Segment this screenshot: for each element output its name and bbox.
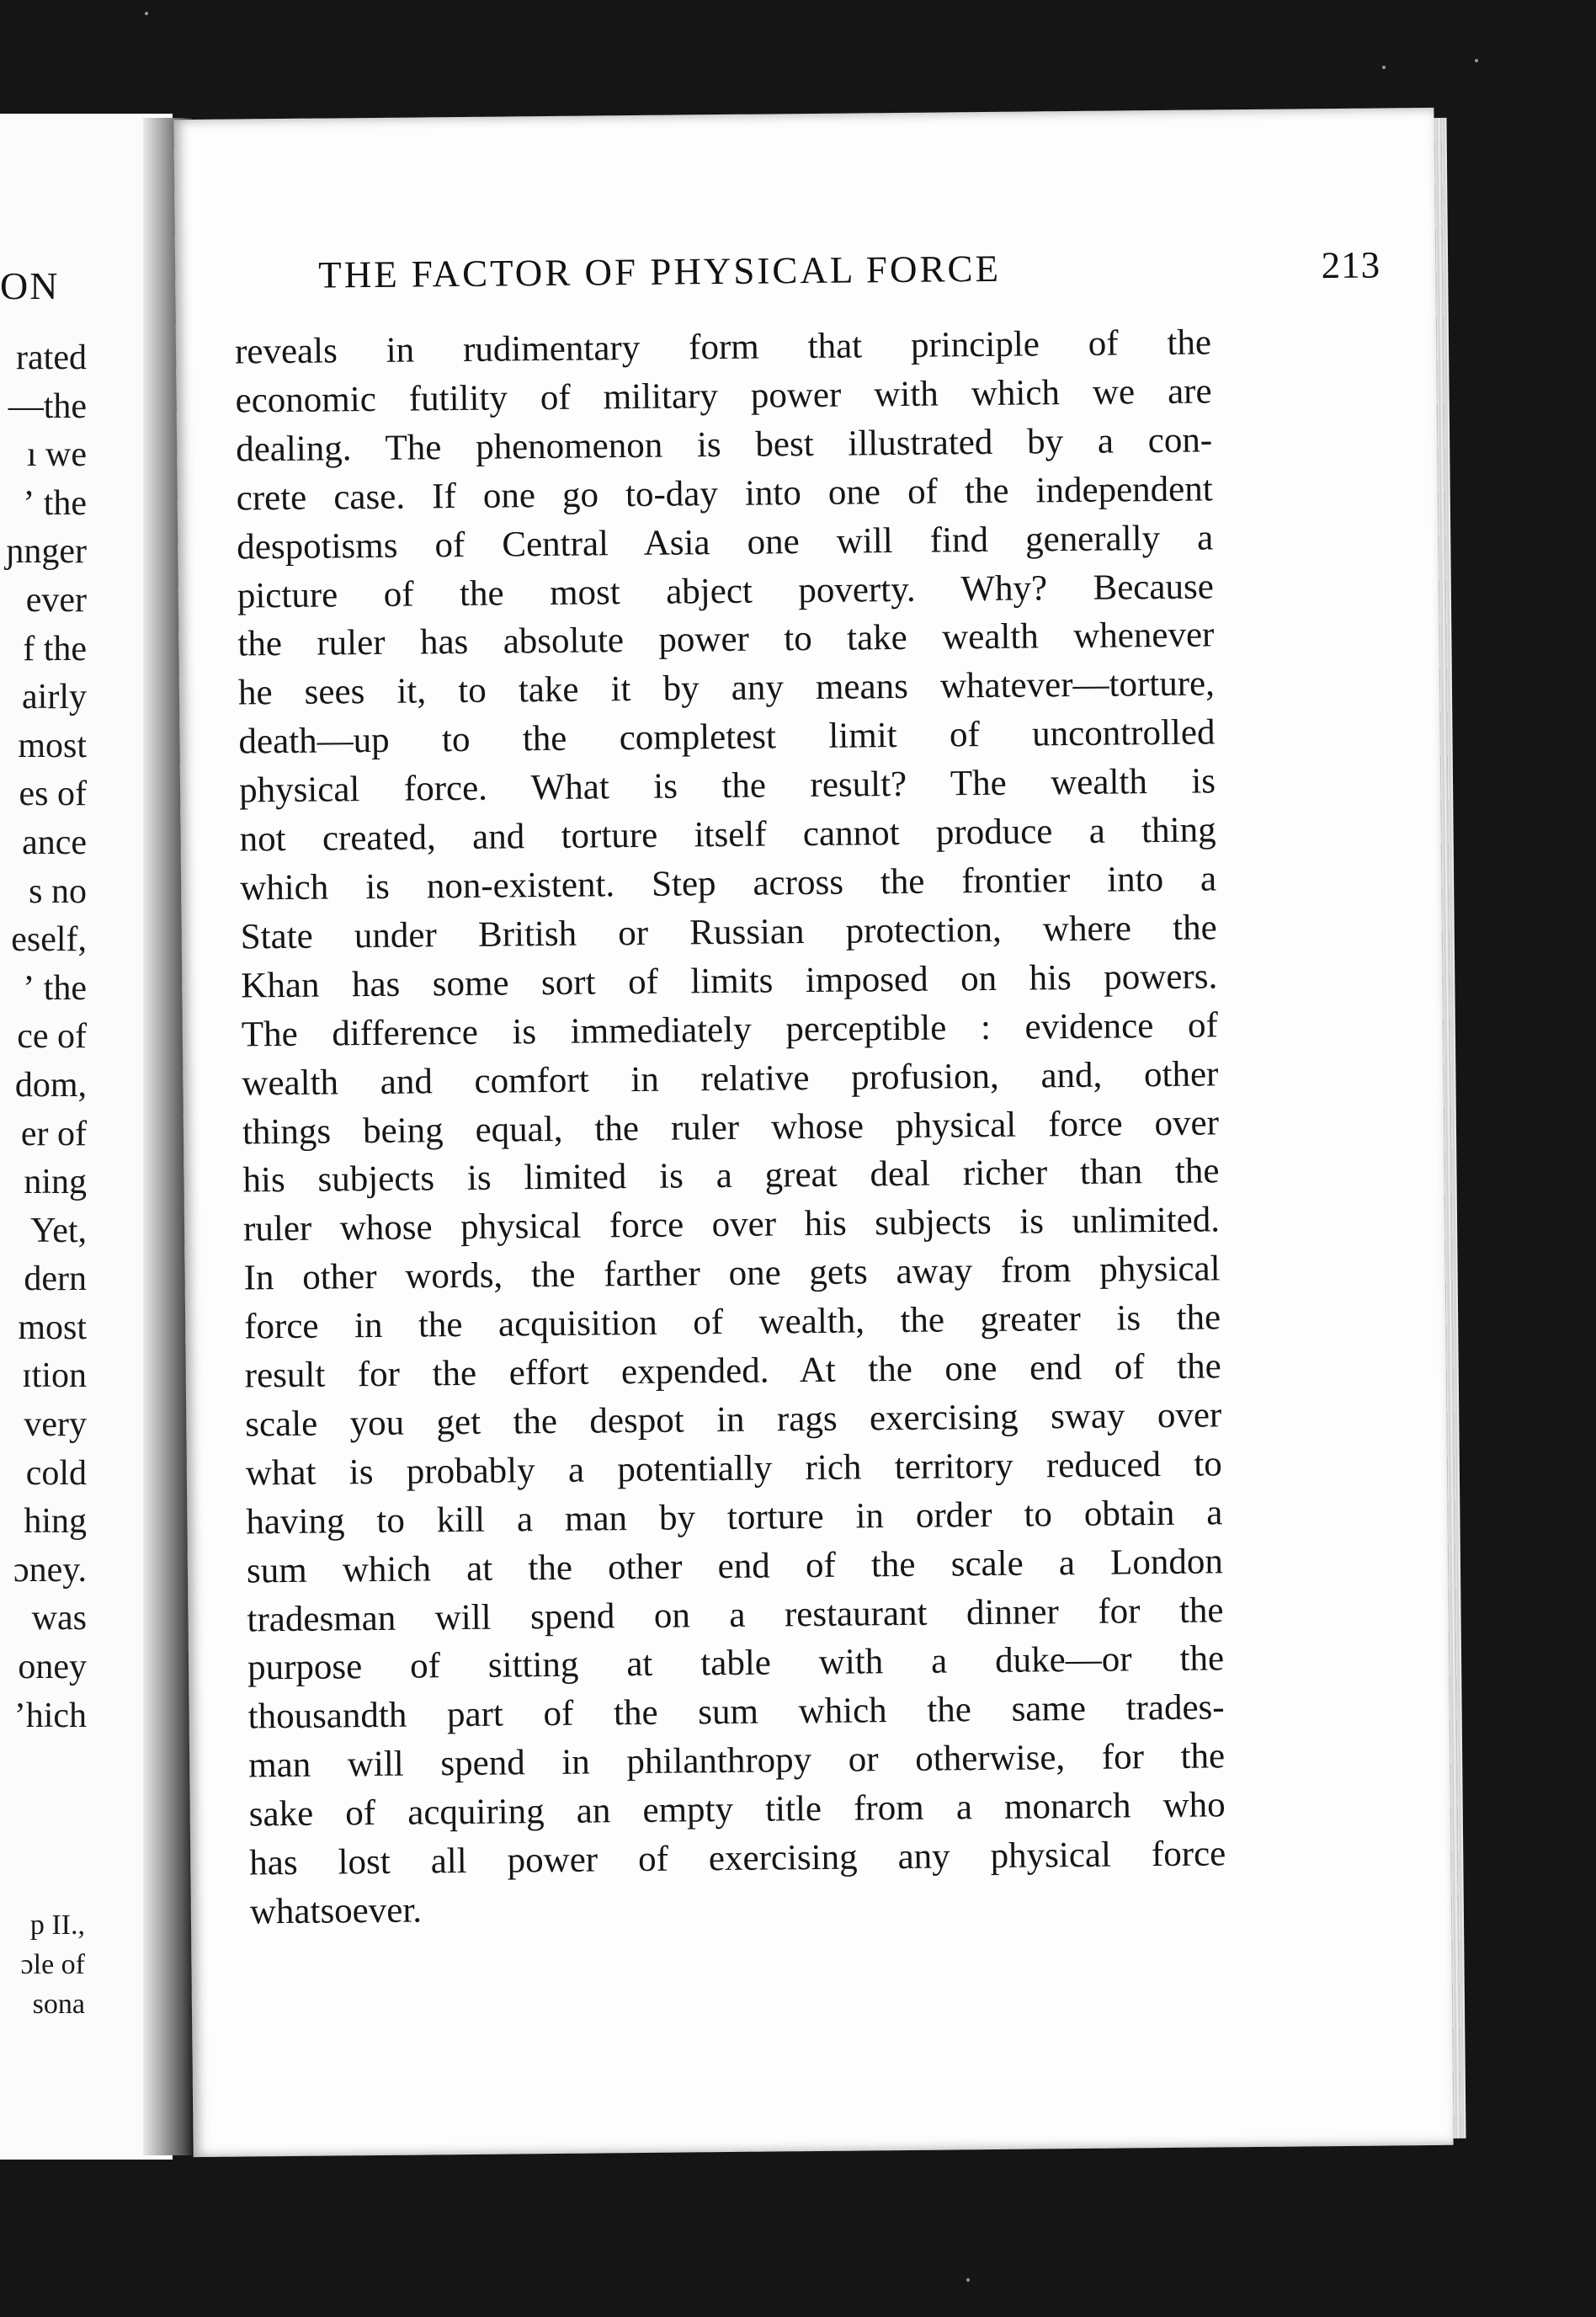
text-line: tradesman will spend on a restaurant dinner for the — [247, 1590, 1224, 1640]
page-number: 213 — [1321, 243, 1381, 287]
previous-page-line: airly — [22, 678, 87, 717]
previous-page-line: cold — [25, 1453, 87, 1493]
previous-page-line: f the — [23, 629, 87, 668]
text-line: not created, and torture itself cannot produce a thing — [239, 810, 1216, 860]
previous-page-line: ɪtion — [21, 1356, 87, 1396]
text-line: things being equal, the ruler whose physical force over — [242, 1102, 1220, 1153]
text-line: crete case. If one go to-day into one of the independent — [236, 469, 1213, 519]
text-line: scale you get the despot in rags exercising sway over — [245, 1395, 1222, 1445]
previous-page-footnote-line: sona — [32, 1989, 85, 2020]
text-line: ruler whose physical force over his subjects is unlimited. — [242, 1200, 1221, 1249]
previous-page-line: es of — [19, 775, 87, 814]
previous-page-text-fragments — [6, 334, 87, 1740]
previous-page-line: ce of — [17, 1017, 87, 1057]
running-head-title: THE FACTOR OF PHYSICAL FORCE — [317, 247, 1002, 296]
text-line: has lost all power of exercising any physical force — [249, 1834, 1226, 1883]
previous-page-line: ɲnger — [6, 532, 87, 572]
text-line: sake of acquiring an empty title from a monarch who — [248, 1785, 1226, 1835]
previous-page-line: ı we — [26, 435, 87, 475]
previous-page-line: —the — [8, 386, 87, 426]
text-line: wealth and comfort in relative profusion, and, other — [242, 1053, 1219, 1104]
text-line-final: whatsoever. — [249, 1890, 423, 1932]
previous-page-line: very — [24, 1405, 87, 1445]
running-head — [318, 242, 1381, 296]
text-line: having to kill a man by torture in order to obtain a — [246, 1493, 1223, 1542]
previous-page-line: s no — [29, 871, 87, 911]
text-line: reveals in rudimentary form that principle of the — [234, 322, 1212, 372]
dust-speck — [145, 12, 148, 15]
previous-page-footnote-fragments — [21, 1905, 85, 2024]
previous-page-line: dom, — [14, 1065, 87, 1105]
text-line: State under British or Russian protection, where the — [240, 908, 1217, 957]
text-line: physical force. What is the result? The wealth is — [238, 761, 1216, 811]
text-line: Khan has some sort of limits imposed on his powers. — [241, 956, 1218, 1006]
text-line: which is non-existent. Step across the frontier into a — [239, 859, 1217, 908]
dust-speck — [966, 2278, 970, 2282]
text-line: force in the acquisition of wealth, the greater is the — [243, 1297, 1221, 1347]
text-line: the ruler has absolute power to take wealth whenever — [237, 615, 1215, 664]
text-line: thousandth part of the sum which the same trades- — [247, 1687, 1225, 1737]
text-line: In other words, the farther one gets away from physical — [243, 1249, 1221, 1298]
previous-page-line: dern — [24, 1260, 87, 1299]
text-line: he sees it, to take it by any means whatever—torture, — [237, 663, 1216, 713]
previous-page-line: oney — [18, 1648, 87, 1687]
previous-page-line: rated — [16, 338, 87, 377]
text-line: sum which at the other end of the scale a London — [246, 1542, 1224, 1591]
text-line: result for the effort expended. At the one end of the — [244, 1346, 1221, 1396]
previous-page-line: hing — [24, 1502, 87, 1542]
text-line: his subjects is limited is a great deal richer than the — [242, 1151, 1220, 1201]
previous-page-line: was — [31, 1599, 87, 1638]
previous-page-footnote-line: ɔle of — [20, 1949, 85, 1980]
previous-page-line: ʼhich — [13, 1696, 87, 1735]
text-line: death—up to the completest limit of uncontrolled — [238, 712, 1216, 762]
text-line: what is probably a potentially rich territory reduced to — [245, 1444, 1223, 1494]
body-paragraph — [235, 318, 1226, 1936]
text-line: man will spend in philanthropy or otherwise, for the — [247, 1736, 1226, 1786]
text-line: purpose of sitting at table with a duke—or the — [247, 1638, 1225, 1688]
text-line: economic futility of military power with which we are — [235, 371, 1212, 421]
previous-page-line: most — [18, 1308, 87, 1347]
previous-page-line: eself, — [11, 920, 87, 960]
previous-page-line: Yet, — [30, 1211, 87, 1250]
previous-page-line: ʼ the — [23, 968, 87, 1008]
dust-speck — [1382, 66, 1386, 69]
previous-page-line: ever — [25, 580, 87, 620]
previous-page-header-fragment: ON — [0, 264, 60, 307]
text-line: despotisms of Central Asia one will find generally a — [237, 518, 1214, 567]
text-line: The difference is immediately perceptible : evidence of — [241, 1005, 1219, 1055]
previous-page-line: most — [18, 726, 87, 765]
previous-page-footnote-line: p II., — [29, 1910, 85, 1941]
previous-page-line: ning — [24, 1163, 87, 1202]
text-line: picture of the most abject poverty. Why? Because — [237, 566, 1215, 616]
dust-speck — [1475, 59, 1478, 62]
previous-page-line: ance — [22, 823, 87, 862]
book-page — [173, 108, 1453, 2157]
previous-page-line: er of — [20, 1114, 87, 1153]
text-line: dealing. The phenomenon is best illustrated by a con- — [235, 420, 1213, 470]
previous-page-line: ɔney. — [13, 1550, 87, 1590]
previous-page-line: ʼ the — [23, 483, 87, 523]
